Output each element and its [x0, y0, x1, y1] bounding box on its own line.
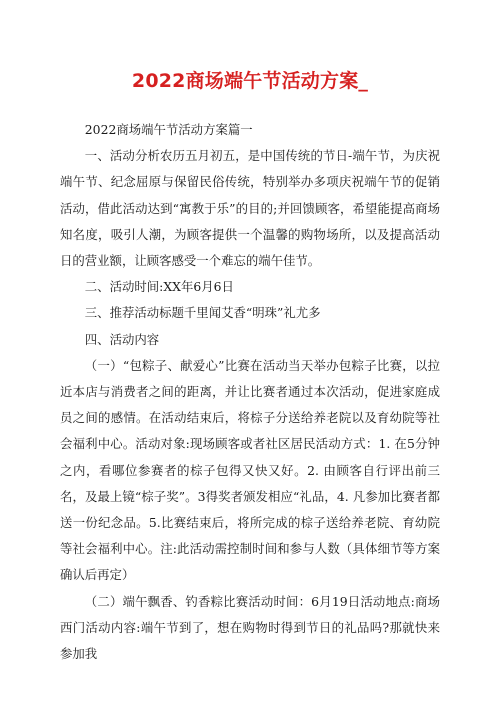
paragraph-activity-content-heading: 四、活动内容 — [84, 331, 160, 347]
paragraph-activity-analysis: 一、活动分析农历五月初五，是中国传统的节日-端午节，为庆祝端午节、纪念屈原与保留民俗传统，特别举办多项庆祝端午节的促销活动，借此活动达到“寓教于乐”的目的;并回馈顾客，希望能提高商场知名度，吸引人潮，为顾客提供一个温馨的购物场所，以及提高活动日的营业额，让顾客感受一个难忘的端午佳节。 — [60, 148, 440, 269]
section-heading: 2022商场端午节活动方案篇一 — [84, 122, 253, 137]
paragraph-activity-time: 二、活动时间:XX年6月6日 — [84, 279, 234, 295]
paragraph-activity-title: 三、推荐活动标题千里闻艾香“明珠”礼尤多 — [84, 305, 321, 321]
paragraph-zongzi-contest: （一）“包粽子、献爱心”比赛在活动当天举办包粽子比赛，以拉近本店与消费者之间的距离，并让比赛者通过本次活动，促进家庭成员之间的感情。在活动结束后，将棕子分送给养老院以及育幼院等社会福利中心。活动对象:现场顾客或者社区居民活动方式：1. 在5分钟之内，看哪位参赛者的棕子包得又快又好。2. 由顾客自行评出前三名，及最上镜“棕子奖”。3得奖者颁发相应“礼品，4. 凡参加比赛者都送一份纪念品。5.比赛结束后，将所完成的棕子送给养老院、育幼院等社会福利中心。注:此活动需控制时间和参与人数（具体细节等方案确认后再定） — [60, 357, 440, 583]
paragraph-fishing-contest: （二）端午飘香、钓香粽比赛活动时间：6月19日活动地点:商场西门活动内容:端午节到了，想在购物时得到节日的礼品吗?那就快来参加我 — [60, 593, 440, 662]
document-title: 2022商场端午节活动方案_ — [131, 70, 369, 92]
document-body — [60, 117, 440, 667]
